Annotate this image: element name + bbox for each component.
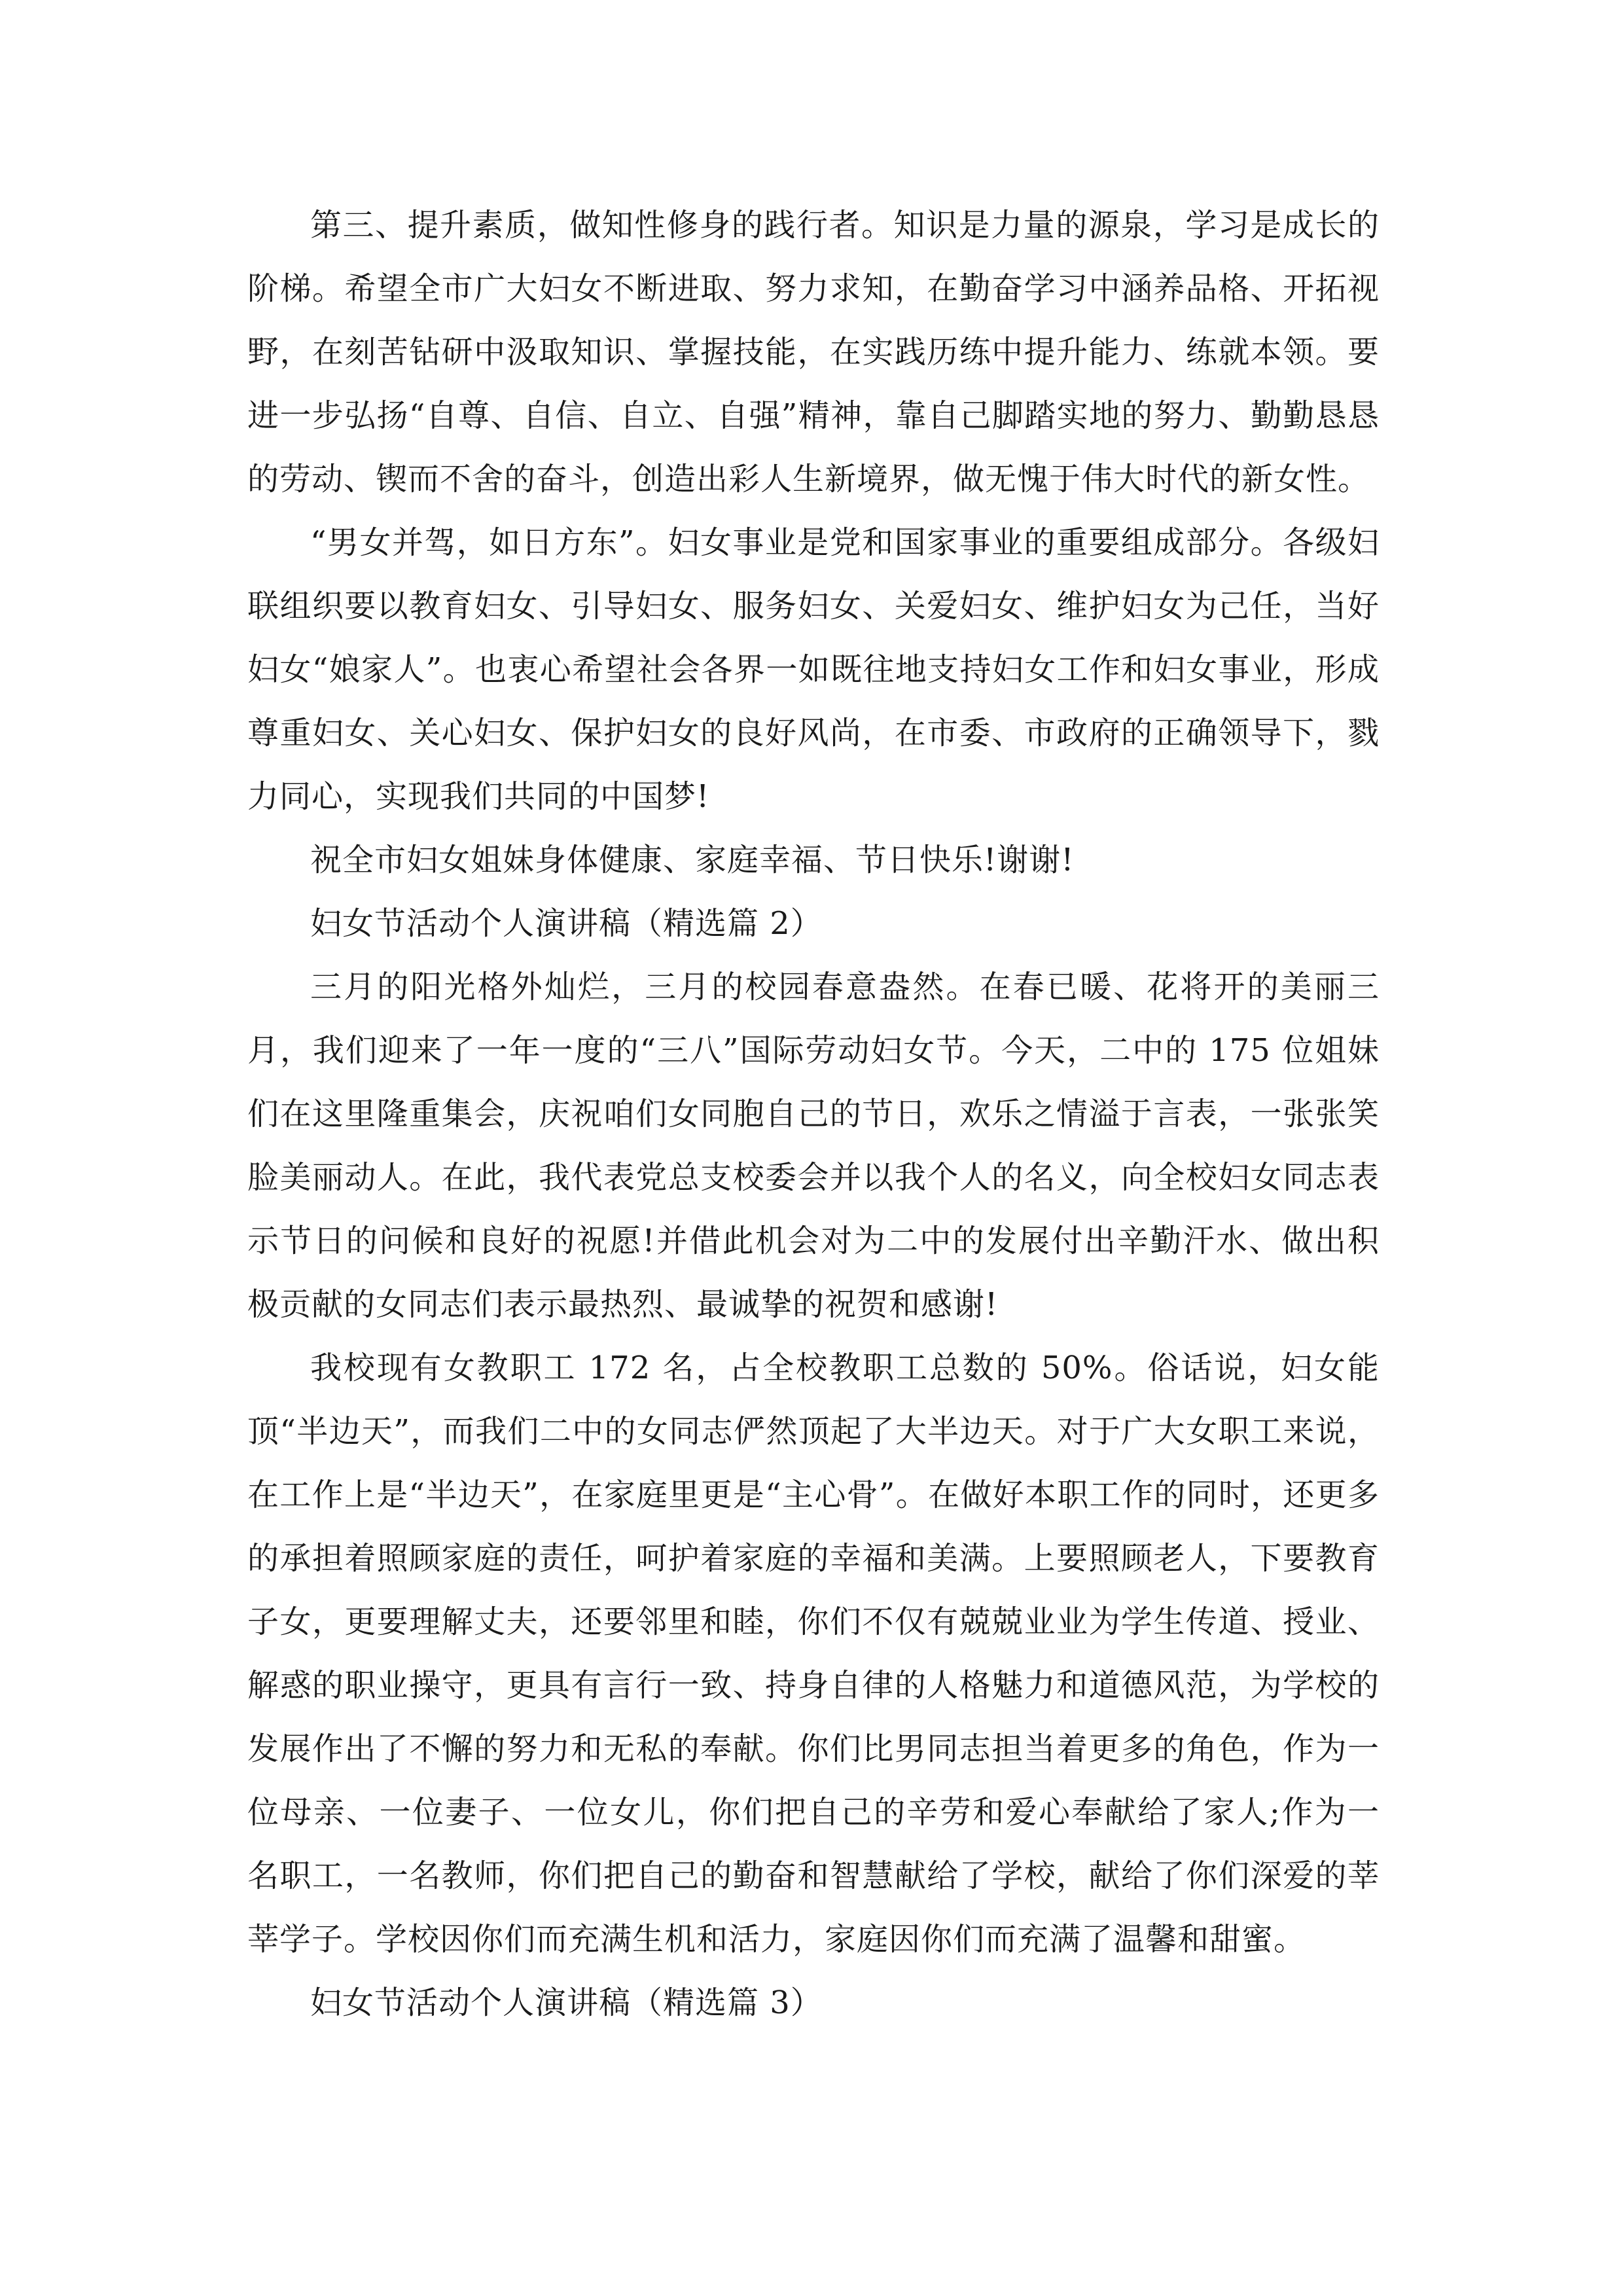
section-heading-2: 妇女节活动个人演讲稿（精选篇 2）	[310, 905, 823, 942]
paragraph-equality: “男女并驾，如日方东”。妇女事业是党和国家事业的重要组成部分。各级妇联组织要以教育妇女、引导妇女、服务妇女、关爱妇女、维护妇女为己任，当好妇女“娘家人”。也衷心希望社会各界一如既往地支持妇女工作和妇女事业，形成尊重妇女、关心妇女、保护妇女的良好风尚，在市委、市政府的正确领导下，戮力同心，实现我们共同的中国梦!	[247, 524, 1380, 815]
paragraph-female-staff: 我校现有女教职工 172 名，占全校教职工总数的 50%。俗话说，妇女能顶“半边天”，而我们二中的女同志俨然顶起了大半边天。对于广大女职工来说，在工作上是“半边天”，在家庭里更是“主心骨”。在做好本职工作的同时，还更多的承担着照顾家庭的责任，呵护着家庭的幸福和美满。上要照顾老人，下要教育子女，更要理解丈夫，还要邻里和睦，你们不仅有兢兢业业为学生传道、授业、解惑的职业操守，更具有言行一致、持身自律的人格魅力和道德风范，为学校的发展作出了不懈的努力和无私的奉献。你们比男同志担当着更多的角色，作为一位母亲、一位妻子、一位女儿，你们把自己的辛劳和爱心奉献给了家人;作为一名职工，一名教师，你们把自己的勤奋和智慧献给了学校，献给了你们深爱的莘莘学子。学校因你们而充满生机和活力，家庭因你们而充满了温馨和甜蜜。	[247, 1350, 1380, 1958]
section-heading-3: 妇女节活动个人演讲稿（精选篇 3）	[310, 1984, 823, 2021]
document-body	[247, 194, 1380, 2035]
paragraph-blessing: 祝全市妇女姐妹身体健康、家庭幸福、节日快乐!谢谢!	[310, 842, 1075, 878]
paragraph-quality-improvement: 第三、提升素质，做知性修身的践行者。知识是力量的源泉，学习是成长的阶梯。希望全市广大妇女不断进取、努力求知，在勤奋学习中涵养品格、开拓视野，在刻苦钻研中汲取知识、掌握技能，在实践历练中提升能力、练就本领。要进一步弘扬“自尊、自信、自立、自强”精神，靠自己脚踏实地的努力、勤勤恳恳的劳动、锲而不舍的奋斗，创造出彩人生新境界，做无愧于伟大时代的新女性。	[247, 207, 1380, 497]
paragraph-march-campus: 三月的阳光格外灿烂，三月的校园春意盎然。在春已暖、花将开的美丽三月，我们迎来了一年一度的“三八”国际劳动妇女节。今天，二中的 175 位姐妹们在这里隆重集会，庆祝咱们女同胞自己的节日，欢乐之情溢于言表，一张张笑脸美丽动人。在此，我代表党总支校委会并以我个人的名义，向全校妇女同志表示节日的问候和良好的祝愿!并借此机会对为二中的发展付出辛勤汗水、做出积极贡献的女同志们表示最热烈、最诚挚的祝贺和感谢!	[247, 969, 1380, 1323]
